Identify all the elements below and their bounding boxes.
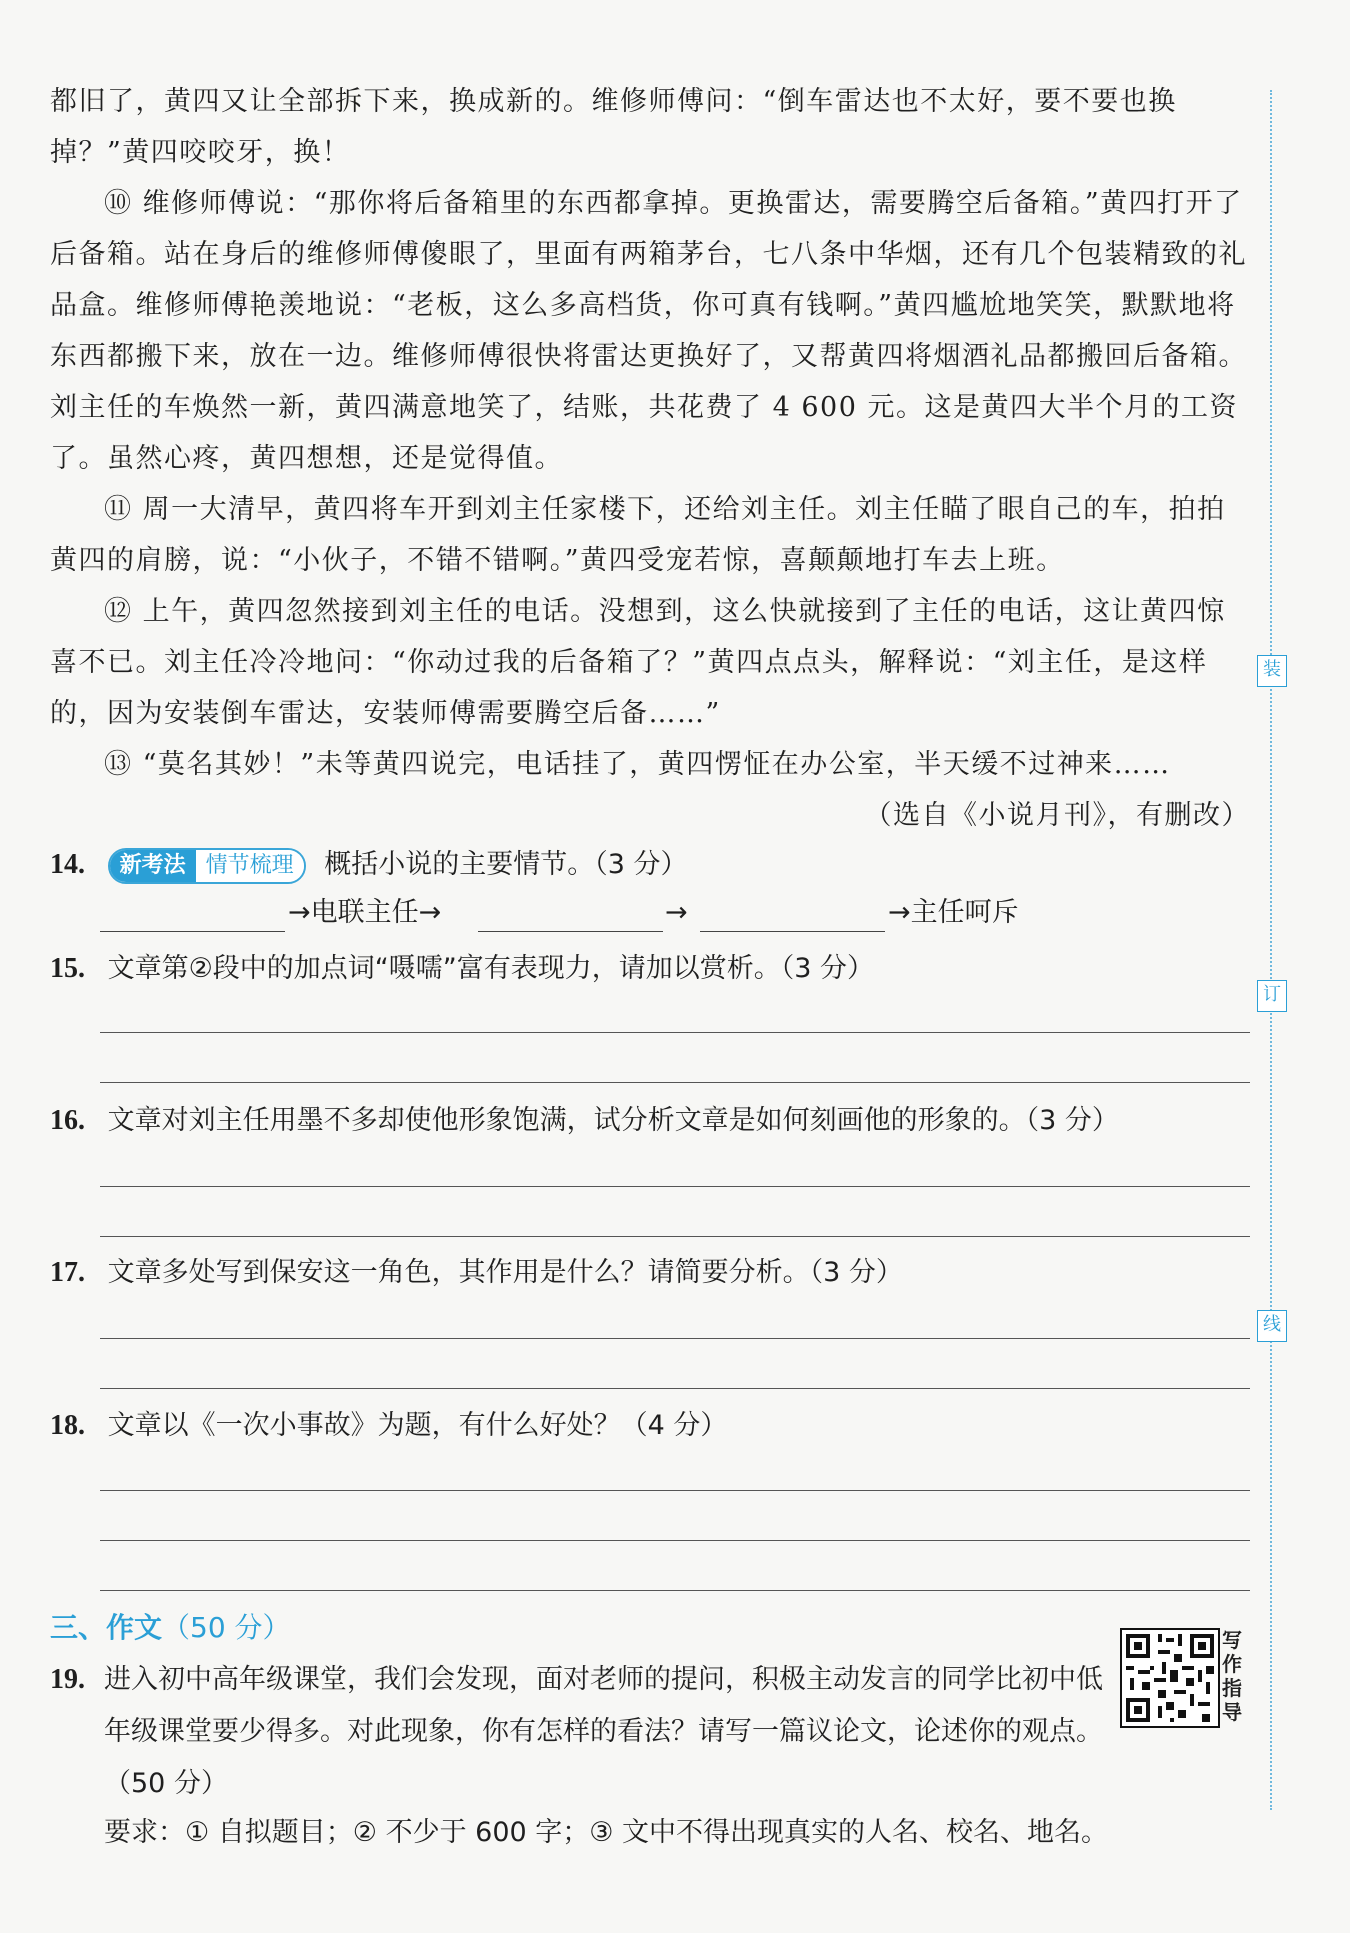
story-paragraph: ⑪ 周一大清早，黄四将车开到刘主任家楼下，还给刘主任。刘主任瞄了眼自己的车，拍拍黄四的肩膀，说：“小伙子，不错不错啊。”黄四受宠若惊，喜颠颠地打车去上班。 — [50, 494, 1226, 576]
question-text: 概括小说的主要情节。（3 分） — [324, 849, 688, 880]
answer-line[interactable] — [100, 1032, 1250, 1033]
plot-flow — [100, 893, 1250, 933]
section-title: 三、作文 — [50, 1611, 163, 1644]
tag-primary: 新考法 — [110, 850, 196, 882]
margin-mark: 装 — [1257, 655, 1287, 687]
question-text: 文章对刘主任用墨不多却使他形象饱满，试分析文章是如何刻画他的形象的。（3 分） — [107, 1105, 1119, 1136]
question-number: 18. — [50, 1410, 85, 1441]
answer-line[interactable] — [100, 1540, 1250, 1541]
answer-line[interactable] — [100, 1338, 1250, 1339]
qr-code-pattern — [1122, 1630, 1218, 1726]
question-text: 文章第②段中的加点词“嗫嚅”富有表现力，请加以赏析。（3 分） — [107, 953, 875, 984]
qr-code[interactable] — [1120, 1628, 1220, 1728]
section-heading — [50, 1606, 291, 1646]
question-number: 17. — [50, 1257, 85, 1288]
story-source: （选自《小说月刊》，有删改） — [864, 800, 1250, 831]
answer-line[interactable] — [100, 1590, 1250, 1591]
question-16 — [50, 1098, 1250, 1137]
answer-line[interactable] — [100, 1388, 1250, 1389]
plot-step-scold: →主任呵斥 — [888, 897, 1019, 928]
question-number: 14. — [50, 849, 85, 880]
story-paragraph: 都旧了，黄四又让全部拆下来，换成新的。维修师傅问：“倒车雷达也不太好，要不要也换掉？”黄四咬咬牙，换！ — [50, 86, 1177, 168]
story-paragraph: ⑬ “莫名其妙！”未等黄四说完，电话挂了，黄四愣怔在办公室，半天缓不过神来…… — [104, 749, 1171, 780]
plot-blank-2[interactable] — [478, 931, 663, 932]
tag-secondary: 情节梳理 — [196, 850, 304, 882]
story-paragraph: ⑫ 上午，黄四忽然接到刘主任的电话。没想到，这么快就接到了主任的电话，这让黄四惊喜不已。刘主任冷冷地问：“你动过我的后备箱了？”黄四点点头，解释说：“刘主任，是这样的，因为安装倒车雷达，安装师傅需要腾空后备……” — [50, 596, 1226, 729]
question-17 — [50, 1250, 1250, 1289]
margin-mark: 订 — [1257, 980, 1287, 1012]
essay-requirements: 要求：① 自拟题目；② 不少于 600 字；③ 文中不得出现真实的人名、校名、地名。 — [104, 1817, 1109, 1848]
section-score: （50 分） — [162, 1611, 291, 1644]
plot-arrow: → — [665, 897, 688, 928]
question-number: 16. — [50, 1105, 85, 1136]
question-text: 文章多处写到保安这一角色，其作用是什么？请简要分析。（3 分） — [107, 1257, 903, 1288]
question-18 — [50, 1403, 1250, 1442]
qr-caption: 写作指导 — [1222, 1628, 1242, 1724]
answer-line[interactable] — [100, 1236, 1250, 1237]
plot-blank-1[interactable] — [100, 931, 285, 932]
question-19 — [50, 1654, 1110, 1810]
question-number: 19. — [50, 1664, 85, 1695]
answer-line[interactable] — [100, 1082, 1250, 1083]
question-text: 进入初中高年级课堂，我们会发现，面对老师的提问，积极主动发言的同学比初中低年级课堂要少得多。对此现象，你有怎样的看法？请写一篇议论文，论述你的观点。（50 分） — [104, 1664, 1103, 1799]
question-14 — [50, 842, 1250, 884]
answer-line[interactable] — [100, 1490, 1250, 1491]
plot-step-call: →电联主任→ — [288, 897, 442, 928]
answer-line[interactable] — [100, 1186, 1250, 1187]
question-text: 文章以《一次小事故》为题，有什么好处？（4 分） — [107, 1410, 728, 1441]
margin-mark: 线 — [1257, 1310, 1287, 1342]
new-exam-tag — [108, 848, 306, 884]
question-15 — [50, 946, 1250, 985]
question-number: 15. — [50, 953, 85, 984]
story-paragraph: ⑩ 维修师傅说：“那你将后备箱里的东西都拿掉。更换雷达，需要腾空后备箱。”黄四打开了后备箱。站在身后的维修师傅傻眼了，里面有两箱茅台，七八条中华烟，还有几个包装精致的礼品盒。维修师傅艳羡地说：“老板，这么多高档货，你可真有钱啊。”黄四尴尬地笑笑，默默地将东西都搬下来，放在一边。维修师傅很快将雷达更换好了，又帮黄四将烟酒礼品都搬回后备箱。刘主任的车焕然一新，黄四满意地笑了，结账，共花费了 4 600 元。这是黄四大半个月的工资了。虽然心疼，黄四想想，还是觉得值。 — [50, 188, 1247, 474]
plot-blank-3[interactable] — [700, 931, 885, 932]
story-text — [50, 76, 1250, 841]
binding-line — [1270, 90, 1272, 1810]
